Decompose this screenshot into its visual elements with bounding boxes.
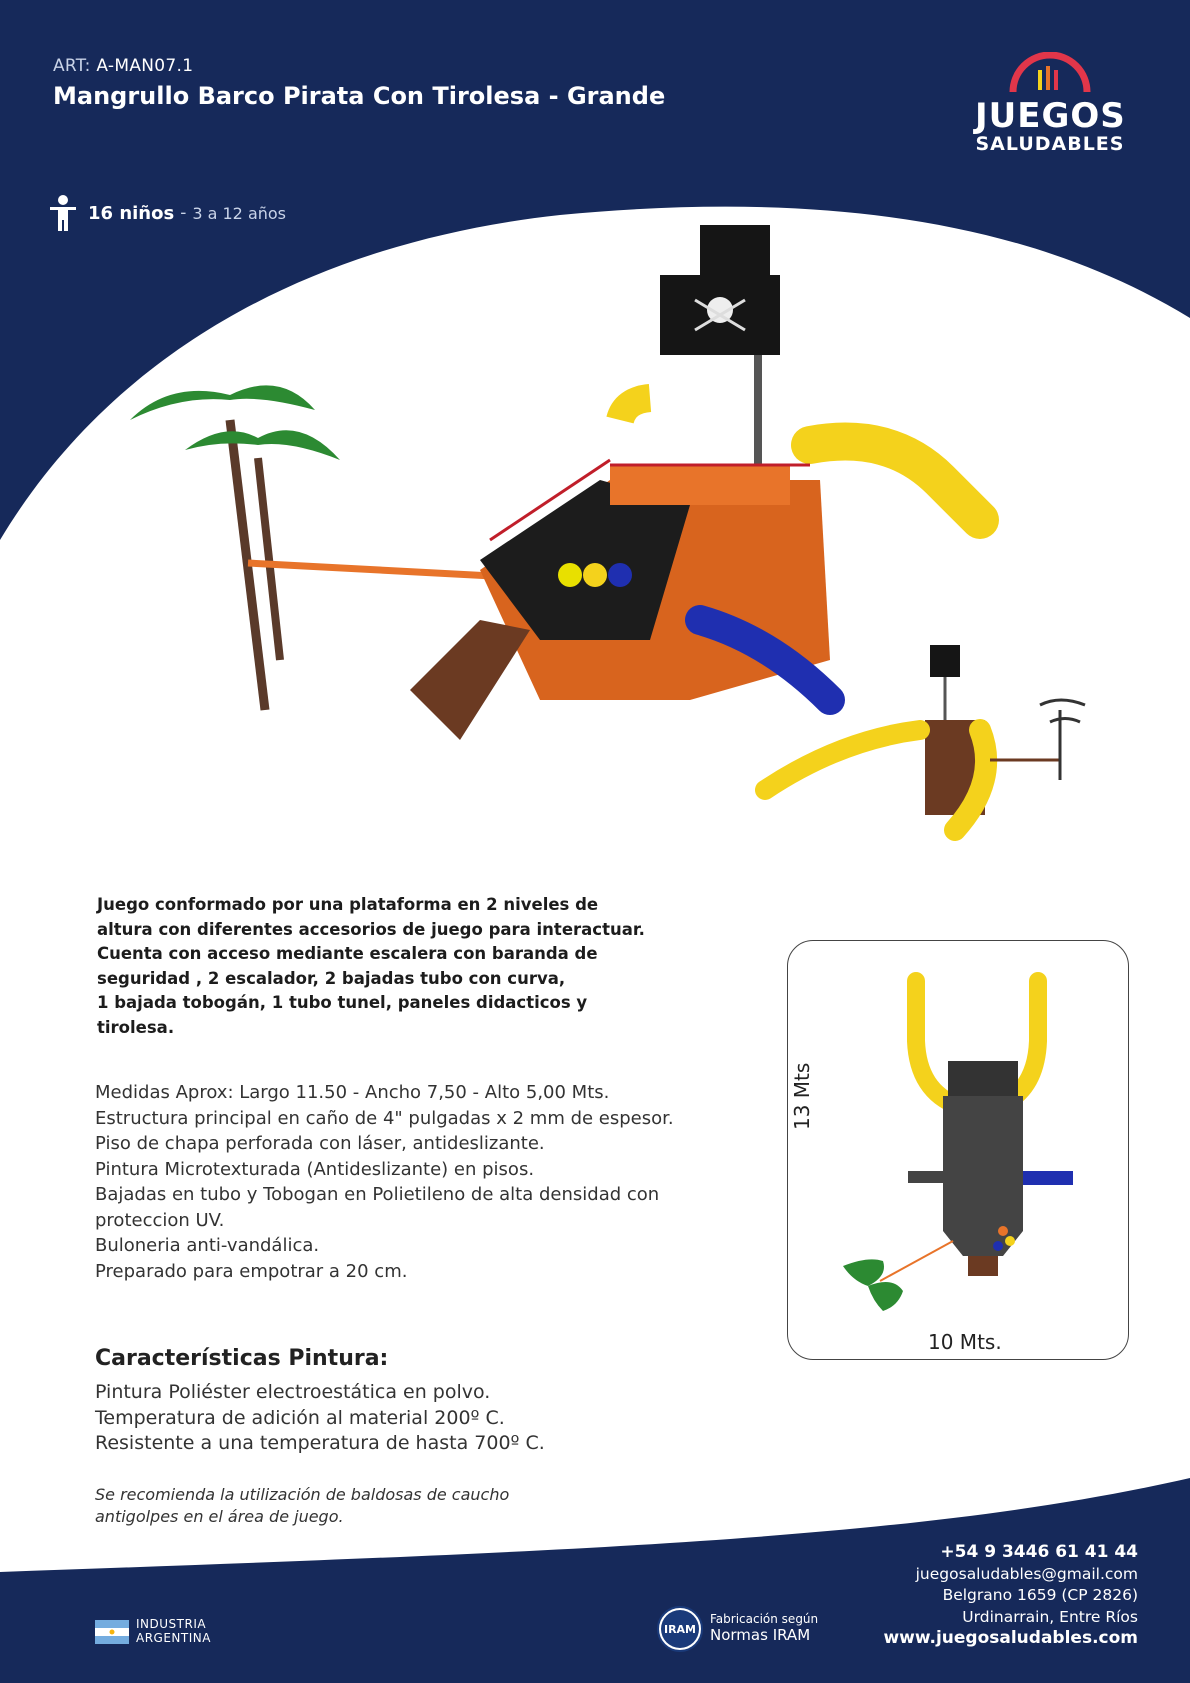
paint-item: Pintura Poliéster electroestática en polvo. [95, 1381, 491, 1403]
address-line1: Belgrano 1659 (CP 2826) [942, 1586, 1138, 1604]
plan-length-label: 13 Mts [790, 1062, 814, 1130]
spec-item: Piso de chapa perforada con láser, antideslizante. [95, 1133, 545, 1154]
capacity-info: 16 niños - 3 a 12 años [48, 194, 286, 232]
spec-item: Medidas Aprox: Largo 11.50 - Ancho 7,50 - Alto 5,00 Mts. [95, 1082, 610, 1103]
paint-heading: Características Pintura: [95, 1346, 389, 1371]
plan-view [787, 940, 1129, 1360]
brand-logo [975, 52, 1125, 154]
logo-line1: JUEGOS [975, 96, 1126, 136]
industry-label: INDUSTRIA ARGENTINA [136, 1617, 211, 1645]
description: Juego conformado por una plataforma en 2 niveles de altura con diferentes accesorios de juego para interactuar. Cuenta con acceso mediante escalera con baranda de seguridad , 2 escalador, 2 bajadas tubo con curva, 1 bajada tobogán, 1 tubo tunel, paneles didacticos y tirolesa. [97, 895, 645, 1037]
plan-drawing [788, 941, 1128, 1359]
safety-note: Se recomienda la utilización de baldosas de caucho antigolpes en el área de juego. [95, 1485, 510, 1526]
rainbow-icon [1005, 52, 1095, 94]
spec-item: Estructura principal en caño de 4" pulgadas x 2 mm de espesor. [95, 1107, 674, 1129]
logo-line2: SALUDABLES [975, 133, 1125, 155]
specs-list [95, 1080, 695, 1284]
paint-list [95, 1380, 545, 1457]
spec-item: Preparado para empotrar a 20 cm. [95, 1260, 408, 1282]
website-link[interactable]: www.juegosaludables.com [883, 1628, 1138, 1648]
age-range: 3 a 12 años [192, 203, 287, 223]
paint-item: Resistente a una temperatura de hasta 700º C. [95, 1432, 545, 1454]
phone[interactable]: +54 9 3446 61 41 44 [940, 1542, 1138, 1562]
spec-item: Bajadas en tubo y Tobogan en Polietileno de alta densidad con proteccion UV. [95, 1184, 660, 1231]
capacity-count: 16 niños [88, 202, 175, 224]
iram-label: Fabricación según Normas IRAM [710, 1612, 819, 1644]
spec-item: Pintura Microtexturada (Antideslizante) en pisos. [95, 1158, 535, 1180]
email[interactable]: juegosaludables@gmail.com [915, 1564, 1138, 1583]
page-title: Mangrullo Barco Pirata Con Tirolesa - Grande [53, 82, 666, 110]
paint-item: Temperatura de adición al material 200º C. [95, 1406, 505, 1429]
contact-info [883, 1542, 1138, 1650]
child-icon [48, 194, 78, 232]
playground-render [130, 220, 1170, 900]
spec-item: Buloneria anti-vandálica. [95, 1235, 320, 1256]
argentina-flag-icon [95, 1620, 129, 1644]
address-line2: Urdinarrain, Entre Ríos [962, 1607, 1138, 1626]
plan-width-label: 10 Mts. [928, 1330, 1002, 1354]
article-code: ART: A-MAN07.1 [53, 56, 194, 76]
iram-logo: IRAM [657, 1606, 703, 1652]
